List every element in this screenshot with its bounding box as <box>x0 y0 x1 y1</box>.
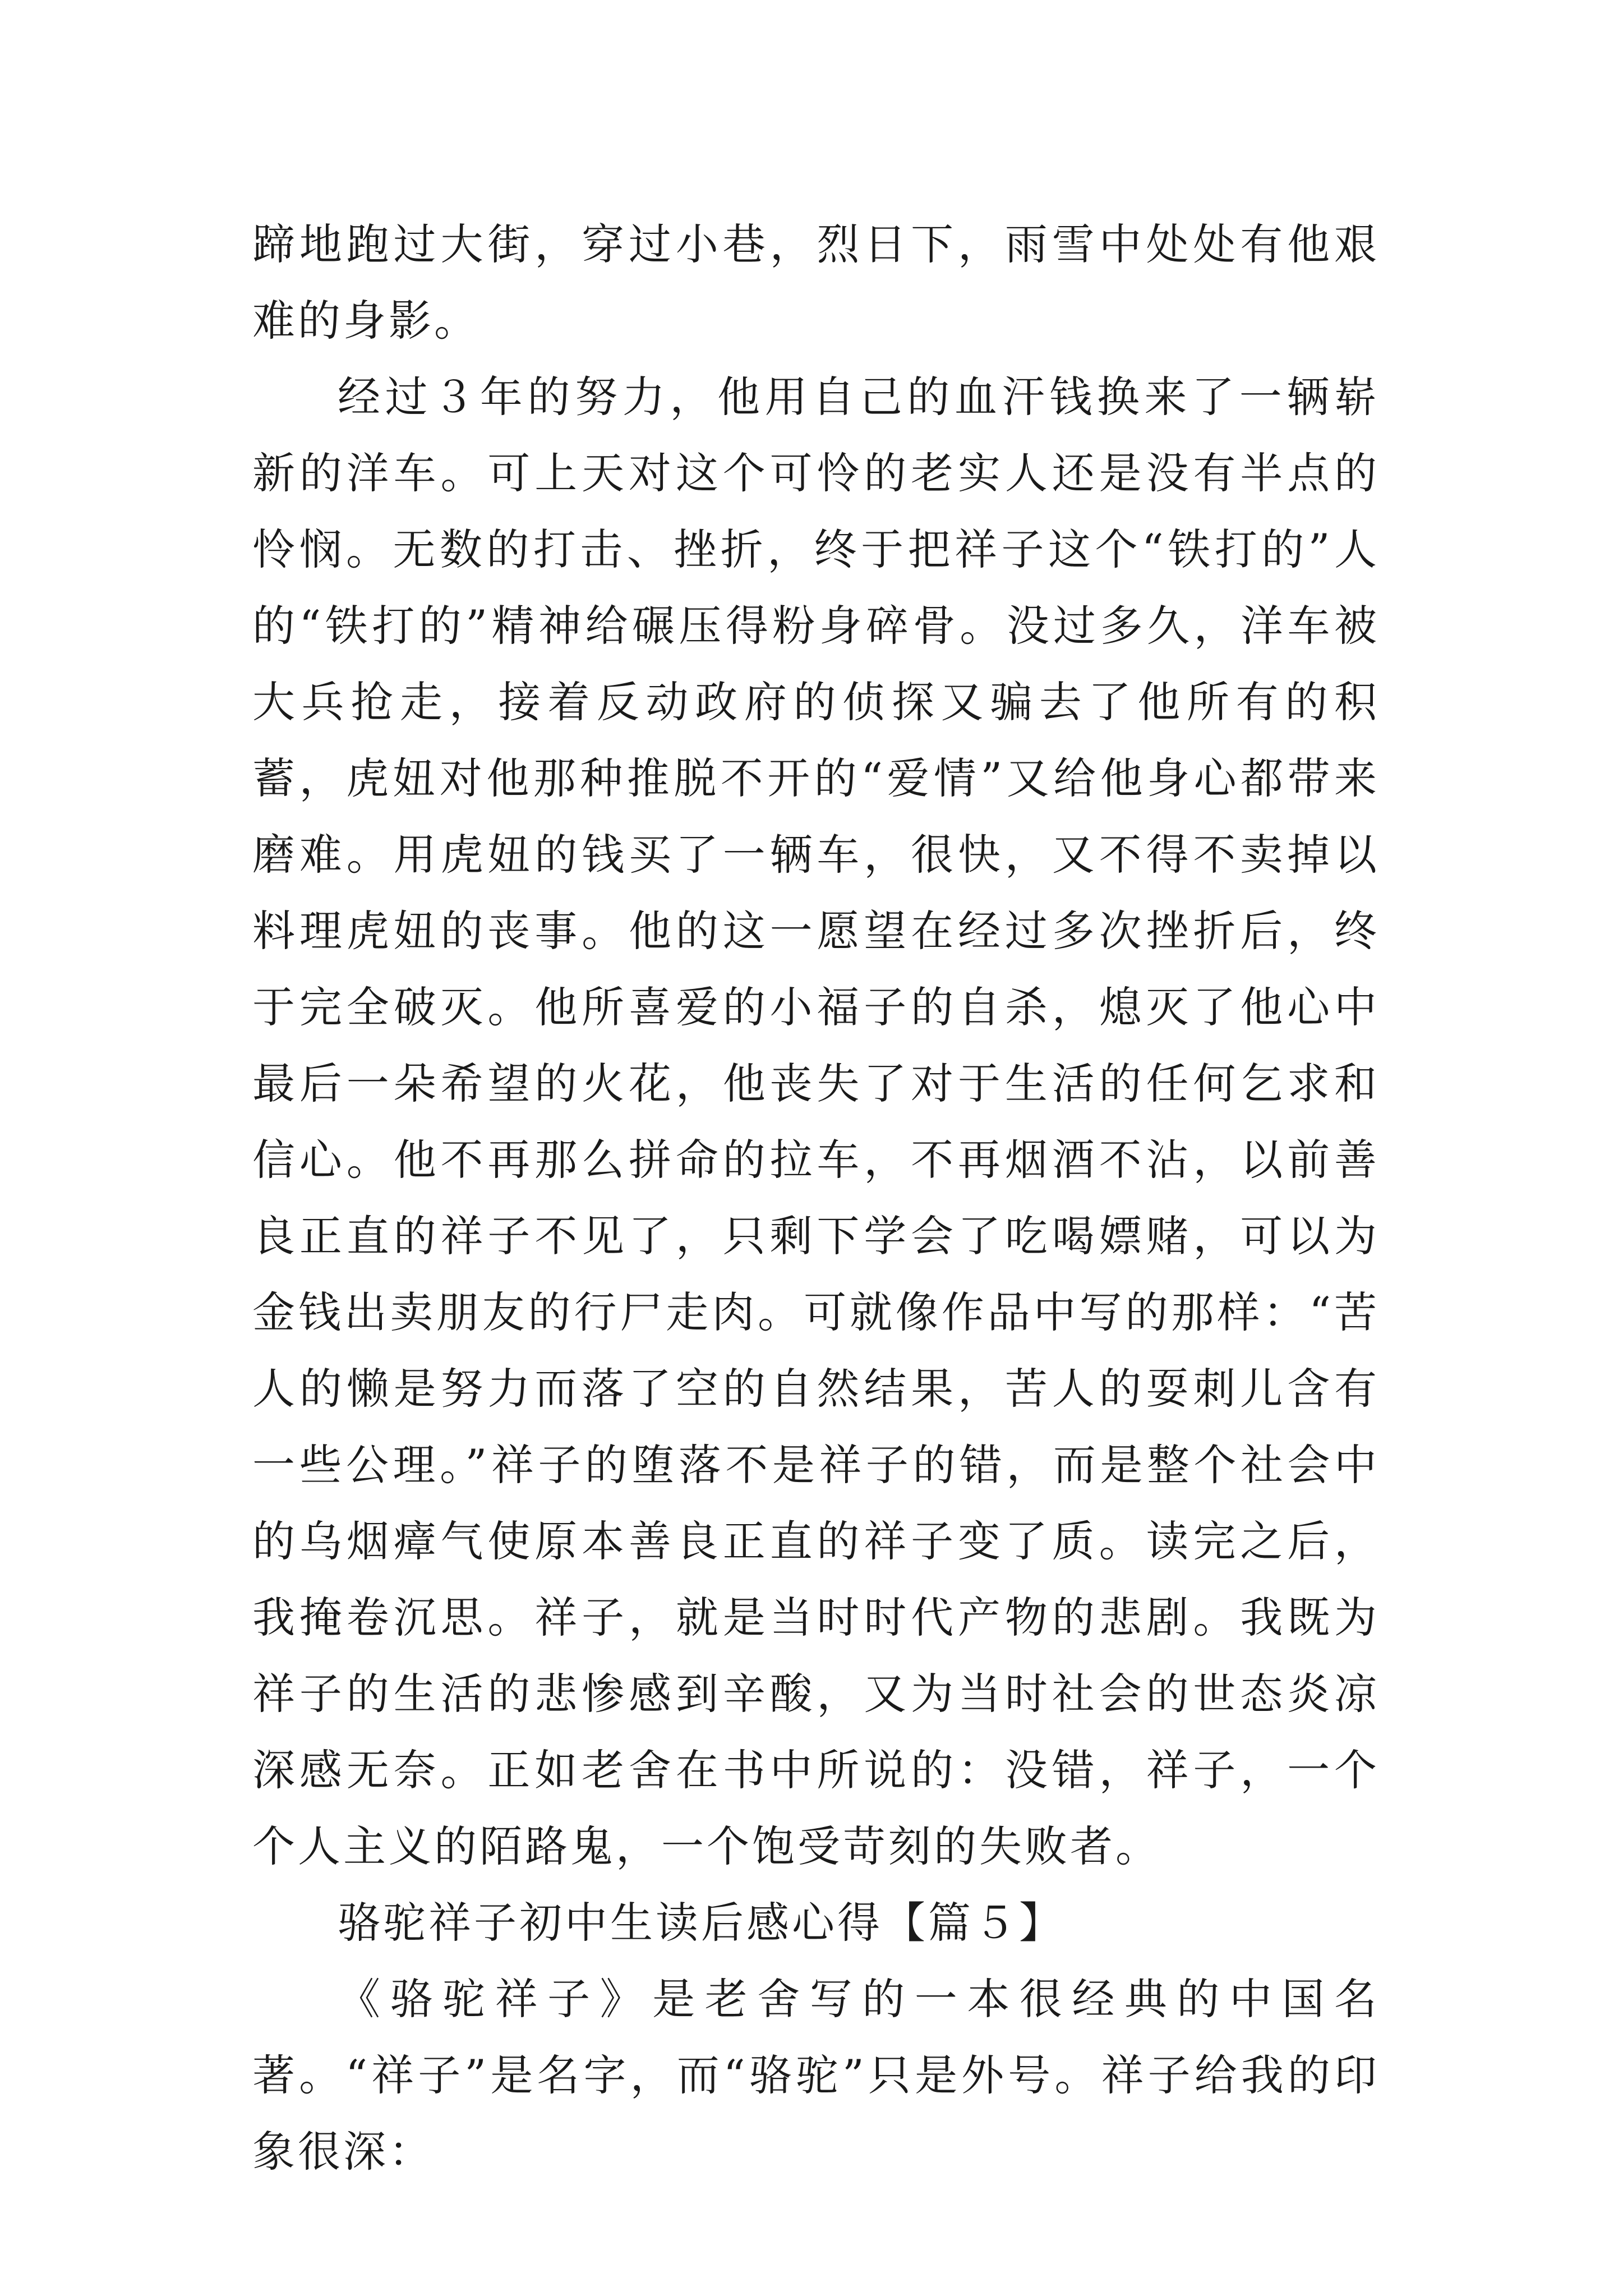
section-heading: 骆驼祥子初中生读后感心得【篇５】 <box>338 1898 1064 1948</box>
body-paragraph: 经过３年的努力，他用自己的血汗钱换来了一辆崭新的洋车。可上天对这个可怜的老实人还是没有半点的怜悯。无数的打击、挫折，终于把祥子这个“铁打的”人的“铁打的”精神给碾压得粉身碎骨。没过多久，洋车被大兵抢走，接着反动政府的侦探又骗去了他所有的积蓄，虎妞对他那种推脱不开的“爱情”又给他身心都带来磨难。用虎妞的钱买了一辆车，很快，又不得不卖掉以料理虎妞的丧事。他的这一愿望在经过多次挫折后，终于完全破灭。他所喜爱的小福子的自杀，熄灭了他心中最后一朵希望的火花，他丧失了对于生活的任何乞求和信心。他不再那么拼命的拉车，不再烟酒不沾，以前善良正直的祥子不见了，只剩下学会了吃喝嫖赌，可以为金钱出卖朋友的行尸走肉。可就像作品中写的那样：“苦人的懒是努力而落了空的自然结果，苦人的耍刺儿含有一些公理。”祥子的堕落不是祥子的错，而是整个社会中的乌烟瘴气使原本善良正直的祥子变了质。读完之后，我掩卷沉思。祥子，就是当时时代产物的悲剧。我既为祥子的生活的悲惨感到辛酸，又为当时社会的世态炎凉深感无奈。正如老舍在书中所说的：没错，祥子，一个个人主义的陌路鬼，一个饱受苛刻的失败者。 <box>252 372 1380 1871</box>
body-paragraph-intro: 《骆驼祥子》是老舍写的一本很经典的中国名著。“祥子”是名字，而“骆驼”只是外号。祥子给我的印象很深： <box>252 1974 1380 2177</box>
document-page <box>252 206 1380 2190</box>
body-paragraph-continued: 蹄地跑过大街，穿过小巷，烈日下，雨雪中处处有他艰难的身影。 <box>252 219 1380 346</box>
